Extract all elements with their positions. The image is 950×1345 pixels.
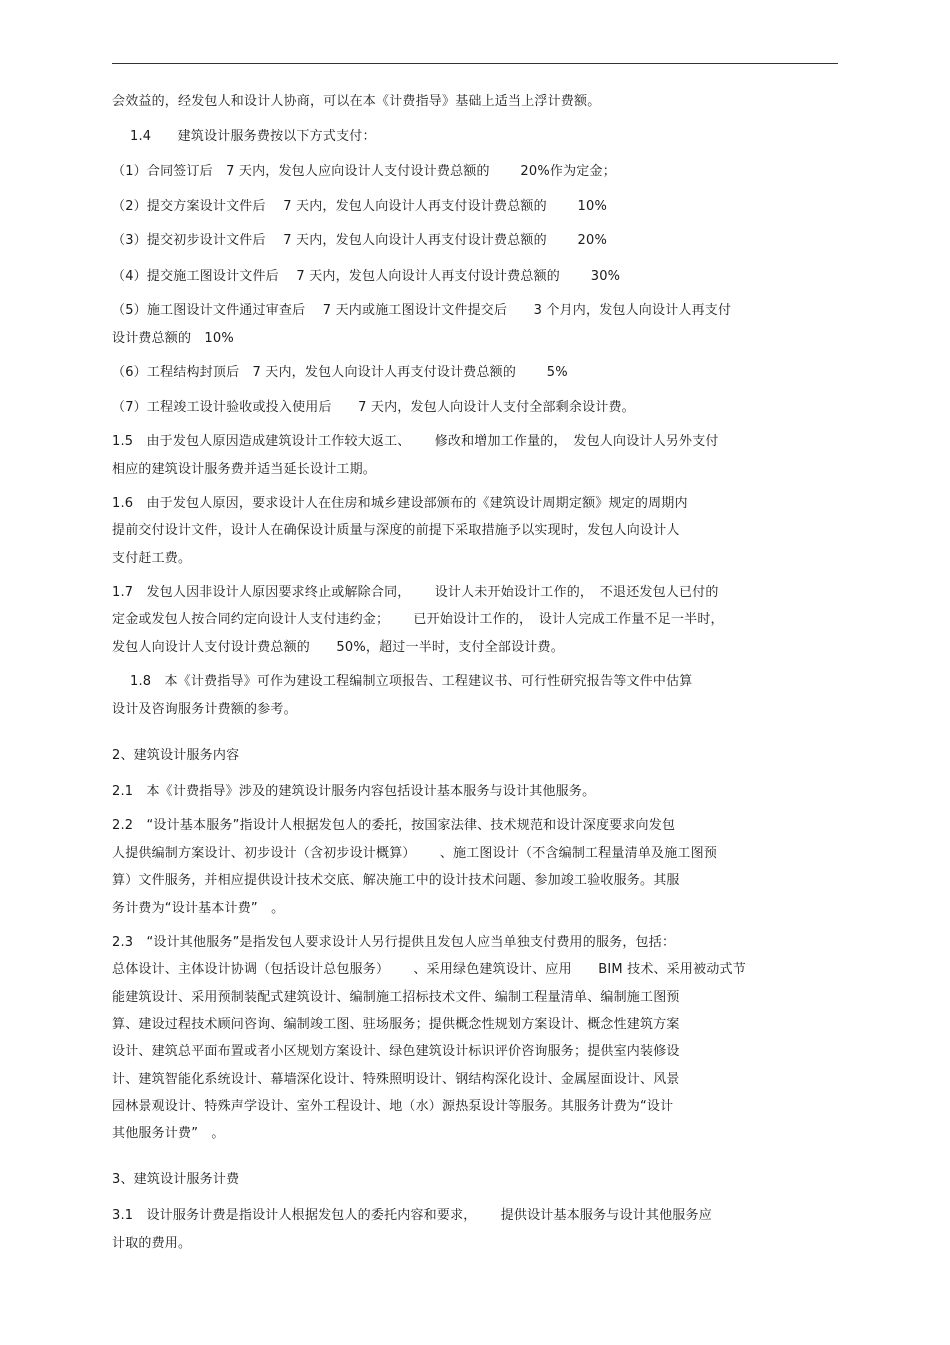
text-line: 设计费总额的 10%	[112, 331, 234, 346]
text-line: 定金或发包人按合同约定向设计人支付违约金； 已开始设计工作的， 设计人完成工作量不足一半时，	[112, 612, 724, 627]
text-line: （5）施工图设计文件通过审查后 7 天内或施工图设计文件提交后 3 个月内，发包人向设计人再支付	[112, 303, 732, 318]
text-line: 设计、建筑总平面布置或者小区规划方案设计、绿色建筑设计标识评价咨询服务；提供室内装修设	[112, 1044, 680, 1059]
text-line: 算）文件服务，并相应提供设计技术交底、解决施工中的设计技术问题、参加竣工验收服务。其服	[112, 873, 680, 888]
text-line: （2）提交方案设计文件后 7 天内，发包人向设计人再支付设计费总额的 10%	[112, 199, 608, 214]
text-line: 算、建设过程技术顾问咨询、编制竣工图、驻场服务；提供概念性规划方案设计、概念性建筑方案	[112, 1017, 680, 1032]
text-line: （3）提交初步设计文件后 7 天内，发包人向设计人再支付设计费总额的 20%	[112, 233, 608, 248]
text-line: 提前交付设计文件，设计人在确保设计质量与深度的前提下采取措施予以实现时，发包人向设计人	[112, 523, 680, 538]
text-line: 1.6 由于发包人原因，要求设计人在住房和城乡建设部颁布的《建筑设计周期定额》规定的周期内	[112, 496, 688, 511]
text-line: 2.2 “设计基本服务”指设计人根据发包人的委托，按国家法律、技术规范和设计深度要求向发包	[112, 818, 676, 833]
text-line: 其他服务计费” 。	[112, 1126, 225, 1141]
text-line: 务计费为“设计基本计费” 。	[112, 901, 285, 916]
text-line: 设计及咨询服务计费额的参考。	[112, 702, 297, 717]
text-line: 2.1 本《计费指导》涉及的建筑设计服务内容包括设计基本服务与设计其他服务。	[112, 784, 596, 799]
text-line: 支付赶工费。	[112, 551, 192, 566]
text-line: 计取的费用。	[112, 1236, 192, 1251]
text-line: （4）提交施工图设计文件后 7 天内，发包人向设计人再支付设计费总额的 30%	[112, 269, 621, 284]
text-line: （7）工程竣工设计验收或投入使用后 7 天内，发包人向设计人支付全部剩余设计费。	[112, 400, 635, 415]
section-heading: 2、建筑设计服务内容	[112, 748, 240, 763]
text-line: （6）工程结构封顶后 7 天内，发包人向设计人再支付设计费总额的 5%	[112, 365, 568, 380]
text-line: 人提供编制方案设计、初步设计（含初步设计概算） 、施工图设计（不含编制工程量清单及施工图预	[112, 846, 718, 861]
text-line: 1.7 发包人因非设计人原因要求终止或解除合同， 设计人未开始设计工作的， 不退还发包人已付的	[112, 585, 719, 600]
text-line: 1.4 建筑设计服务费按以下方式支付：	[130, 129, 376, 144]
text-line: 会效益的，经发包人和设计人协商，可以在本《计费指导》基础上适当上浮计费额。	[112, 94, 601, 109]
text-line: 园林景观设计、特殊声学设计、室外工程设计、地（水）源热泵设计等服务。其服务计费为“设计	[112, 1099, 674, 1114]
text-line: 总体设计、主体设计协调（包括设计总包服务） 、采用绿色建筑设计、应用 BIM 技术、采用被动式节	[112, 962, 746, 977]
header-rule	[112, 63, 838, 64]
text-line: 计、建筑智能化系统设计、幕墙深化设计、特殊照明设计、钢结构深化设计、金属屋面设计、风景	[112, 1072, 680, 1087]
text-line: 能建筑设计、采用预制装配式建筑设计、编制施工招标技术文件、编制工程量清单、编制施工图预	[112, 990, 680, 1005]
text-line: 发包人向设计人支付设计费总额的 50%，超过一半时，支付全部设计费。	[112, 640, 564, 655]
text-line: 3.1 设计服务计费是指设计人根据发包人的委托内容和要求， 提供设计基本服务与设计其他服务应	[112, 1208, 712, 1223]
text-line: 2.3 “设计其他服务”是指发包人要求设计人另行提供且发包人应当单独支付费用的服务，包括：	[112, 935, 676, 950]
text-line: 相应的建筑设计服务费并适当延长设计工期。	[112, 462, 377, 477]
text-line: 1.8 本《计费指导》可作为建设工程编制立项报告、工程建议书、可行性研究报告等文件中估算	[130, 674, 693, 689]
text-line: （1）合同签订后 7 天内，发包人应向设计人支付设计费总额的 20%作为定金；	[112, 164, 616, 179]
section-heading: 3、建筑设计服务计费	[112, 1172, 240, 1187]
text-line: 1.5 由于发包人原因造成建筑设计工作较大返工、 修改和增加工作量的， 发包人向设计人另外支付	[112, 434, 719, 449]
